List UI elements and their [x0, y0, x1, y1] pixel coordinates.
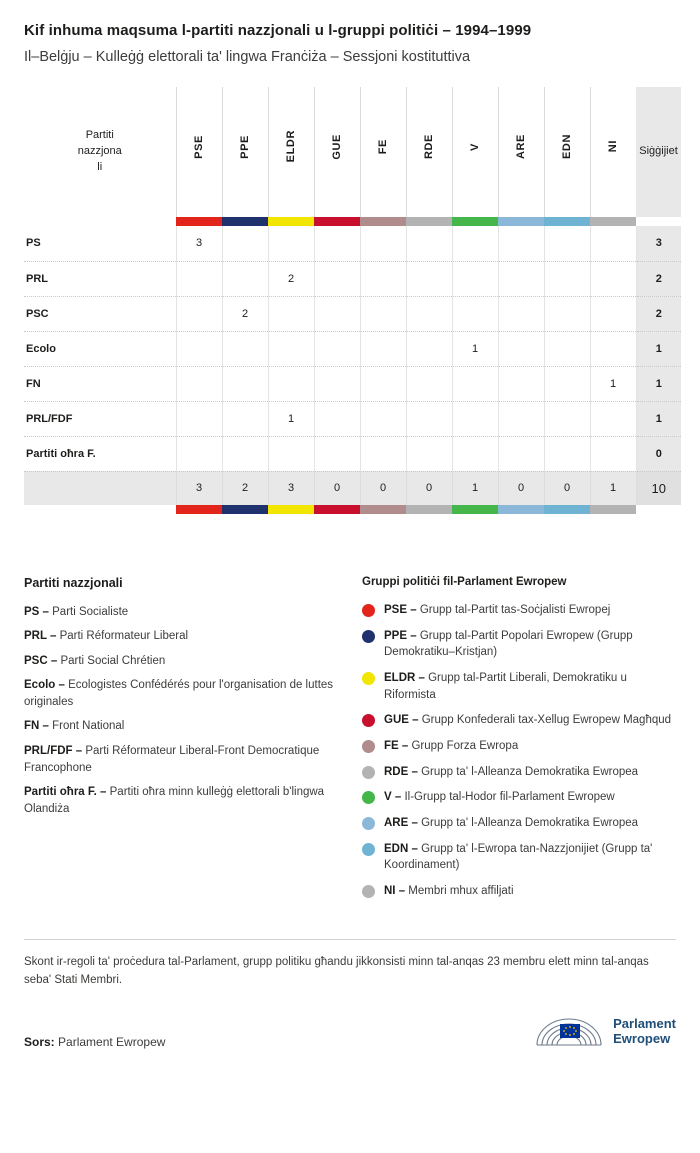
legend-group-name: Grupp ta' l-Alleanza Demokratika Ewropea — [421, 765, 639, 778]
table-row — [24, 261, 681, 296]
cell-prl-fdf-edn — [544, 401, 590, 436]
column-header-label: NI — [607, 140, 620, 153]
column-header-edn — [544, 87, 590, 217]
cell-prl-fdf-are — [498, 401, 544, 436]
color-swatch-ppe — [222, 217, 268, 226]
legend-group-name: Grupp Konfederali tax-Xellug Ewropew Magħqud — [421, 714, 672, 727]
color-swatch-pse — [176, 217, 222, 226]
legend-item-national — [24, 743, 338, 778]
cell-ecolo-edn — [544, 331, 590, 366]
table-row — [24, 296, 681, 331]
color-swatch-rde — [406, 217, 452, 226]
total-header — [636, 87, 681, 217]
legend-group-text — [384, 602, 610, 619]
group-color-bar-top — [24, 217, 681, 226]
cell-fn-gue — [314, 366, 360, 401]
cell-ecolo-gue — [314, 331, 360, 366]
column-header-v — [452, 87, 498, 217]
page-subtitle: Il–Belġju – Kulleġġ elettorali ta' lingwa Franċiża – Sessjoni kostituttiva — [24, 49, 471, 65]
column-header-are — [498, 87, 544, 217]
row-label: PRL — [24, 261, 176, 296]
legend-group-abbr: ARE – — [384, 817, 422, 830]
column-header-label: FE — [377, 138, 389, 155]
table-row — [24, 436, 681, 471]
legend-item-name: Partiti oħra minn kulleġġ elettorali b'lingwa Olandiża — [24, 786, 325, 816]
cell-prl-ni — [590, 261, 636, 296]
legend-item-group — [362, 841, 676, 874]
legend-item-name: Front National — [52, 720, 125, 733]
legend-color-dot-icon — [362, 817, 375, 830]
cell-prl-fdf-ni — [590, 401, 636, 436]
totals-row — [24, 471, 681, 505]
cell-partiti-o-ra-f--gue — [314, 436, 360, 471]
legend-group-text — [384, 789, 615, 806]
legend-color-dot-icon — [362, 630, 375, 643]
legend-group-abbr: NI – — [384, 885, 409, 898]
legend-item-national — [24, 604, 338, 621]
cell-psc-are — [498, 296, 544, 331]
legend-group-text — [384, 815, 638, 832]
column-header-pse — [176, 87, 222, 217]
legend-item-name: Ecologistes Confédérés pour l'organisation de luttes originales — [24, 678, 334, 708]
legend-item-group — [362, 602, 676, 619]
column-total-ni: 1 — [590, 471, 636, 505]
seats-matrix-table — [24, 87, 681, 514]
total-header-text: Siġġijiet — [639, 145, 678, 158]
color-swatch-ppe — [222, 505, 268, 514]
cell-partiti-o-ra-f--ppe — [222, 436, 268, 471]
cell-partiti-o-ra-f--fe — [360, 436, 406, 471]
source-label: Sors: — [24, 1035, 55, 1050]
legend-group-text — [384, 883, 514, 900]
footnote: Skont ir-regoli ta' proċedura tal-Parlament, grupp politiku għandu jikkonsisti minn tal-anqas 23 membru elett minn tal-anqas seba' Stati Membri. — [24, 939, 676, 990]
column-total-edn: 0 — [544, 471, 590, 505]
legend-item-national — [24, 718, 338, 735]
color-swatch-pse — [176, 505, 222, 514]
cell-ps-are — [498, 226, 544, 261]
legend-national-parties — [24, 576, 338, 909]
color-swatch-edn — [544, 217, 590, 226]
cell-psc-rde — [406, 296, 452, 331]
row-total: 1 — [636, 331, 681, 366]
legend-item-name: Parti Socialiste — [52, 606, 129, 618]
row-label: FN — [24, 366, 176, 401]
legend-group-name: Grupp tal-Partit Popolari Ewropew (Grupp Demokratiku–Kristjan) — [384, 629, 633, 659]
cell-prl-gue — [314, 261, 360, 296]
row-total: 0 — [636, 436, 681, 471]
legend-item-group — [362, 764, 676, 781]
cell-ps-ppe — [222, 226, 268, 261]
column-total-v: 1 — [452, 471, 498, 505]
legend-group-abbr: EDN – — [384, 842, 422, 855]
color-swatch-gue — [314, 505, 360, 514]
row-total: 1 — [636, 401, 681, 436]
legend-group-abbr: FE – — [384, 740, 412, 753]
european-parliament-logo — [533, 1015, 676, 1049]
row-header-label — [24, 87, 176, 217]
legend-group-text — [384, 670, 676, 703]
table-row — [24, 366, 681, 401]
cell-fn-ppe — [222, 366, 268, 401]
cell-ps-ni — [590, 226, 636, 261]
cell-fn-pse — [176, 366, 222, 401]
color-swatch-v — [452, 217, 498, 226]
color-bar-spacer-end — [636, 505, 681, 514]
table-body — [24, 226, 681, 471]
cell-partiti-o-ra-f--ni — [590, 436, 636, 471]
legend-group-text — [384, 712, 671, 729]
cell-ps-pse: 3 — [176, 226, 222, 261]
column-total-are: 0 — [498, 471, 544, 505]
legend-color-dot-icon — [362, 672, 375, 685]
column-header-label: PSE — [193, 134, 205, 159]
totals-row-label — [24, 471, 176, 505]
legend-item-national — [24, 784, 338, 819]
row-total: 2 — [636, 296, 681, 331]
column-total-fe: 0 — [360, 471, 406, 505]
legend-item-abbr: PRL/FDF – — [24, 744, 86, 757]
color-swatch-rde — [406, 505, 452, 514]
legend-national-heading: Partiti nazzjonali — [24, 576, 123, 590]
row-label: PSC — [24, 296, 176, 331]
legend-item-name: Parti Réformateur Liberal — [59, 630, 189, 643]
cell-partiti-o-ra-f--edn — [544, 436, 590, 471]
legend-item-group — [362, 883, 676, 900]
legend-political-groups — [362, 576, 676, 909]
legend-item-abbr: FN – — [24, 720, 53, 733]
cell-prl-rde — [406, 261, 452, 296]
color-swatch-are — [498, 505, 544, 514]
cell-fn-eldr — [268, 366, 314, 401]
column-header-gue — [314, 87, 360, 217]
color-swatch-v — [452, 505, 498, 514]
legend-group-abbr: V – — [384, 791, 405, 804]
cell-psc-edn — [544, 296, 590, 331]
legend-group-abbr: ELDR – — [384, 672, 429, 685]
column-header-label: ARE — [515, 133, 527, 160]
cell-prl-fdf-fe — [360, 401, 406, 436]
legend-item-group — [362, 815, 676, 832]
column-header-label: V — [469, 142, 481, 151]
column-header-ni — [590, 87, 636, 217]
row-total: 1 — [636, 366, 681, 401]
cell-ps-fe — [360, 226, 406, 261]
legend-color-dot-icon — [362, 740, 375, 753]
legend-item-abbr: PS – — [24, 606, 53, 618]
color-swatch-fe — [360, 505, 406, 514]
cell-ecolo-rde — [406, 331, 452, 366]
column-header-label: RDE — [423, 133, 435, 160]
cell-prl-fdf-ppe — [222, 401, 268, 436]
legend-item-group — [362, 789, 676, 806]
color-swatch-gue — [314, 217, 360, 226]
cell-prl-ppe — [222, 261, 268, 296]
cell-partiti-o-ra-f--pse — [176, 436, 222, 471]
legends — [24, 576, 676, 909]
legend-color-dot-icon — [362, 791, 375, 804]
cell-prl-fe — [360, 261, 406, 296]
cell-ecolo-pse — [176, 331, 222, 366]
cell-fn-fe — [360, 366, 406, 401]
source-text — [24, 1035, 165, 1049]
row-label: PS — [24, 226, 176, 261]
logo-line-2: Ewropew — [613, 1031, 671, 1047]
color-swatch-eldr — [268, 217, 314, 226]
cell-prl-eldr: 2 — [268, 261, 314, 296]
cell-partiti-o-ra-f--rde — [406, 436, 452, 471]
column-total-ppe: 2 — [222, 471, 268, 505]
cell-ps-edn — [544, 226, 590, 261]
legend-item-abbr: Partiti oħra F. – — [24, 786, 110, 798]
legend-group-abbr: PSE – — [384, 604, 420, 616]
cell-psc-gue — [314, 296, 360, 331]
parliament-hemicycle-icon — [533, 1015, 605, 1049]
legend-group-name: Grupp tal-Partit Liberali, Demokratiku u Riformista — [384, 672, 627, 701]
legend-color-dot-icon — [362, 604, 375, 617]
legend-color-dot-icon — [362, 885, 375, 898]
color-swatch-fe — [360, 217, 406, 226]
cell-fn-v — [452, 366, 498, 401]
cell-psc-v — [452, 296, 498, 331]
column-total-pse: 3 — [176, 471, 222, 505]
page-title: Kif inhuma maqsuma l-partiti nazzjonali u l-gruppi politiċi – 1994–1999 — [24, 22, 532, 39]
legend-group-text — [384, 764, 638, 781]
cell-fn-are — [498, 366, 544, 401]
row-label: PRL/FDF — [24, 401, 176, 436]
color-swatch-ni — [590, 217, 636, 226]
cell-prl-fdf-v — [452, 401, 498, 436]
row-label: Ecolo — [24, 331, 176, 366]
legend-item-group — [362, 738, 676, 755]
cell-ps-gue — [314, 226, 360, 261]
cell-prl-fdf-eldr: 1 — [268, 401, 314, 436]
cell-prl-v — [452, 261, 498, 296]
cell-prl-are — [498, 261, 544, 296]
cell-fn-rde — [406, 366, 452, 401]
legend-group-name: Grupp ta' l-Alleanza Demokratika Ewropea — [421, 817, 639, 830]
legend-item-abbr: PRL – — [24, 630, 60, 643]
cell-psc-fe — [360, 296, 406, 331]
cell-psc-pse — [176, 296, 222, 331]
column-header-ppe — [222, 87, 268, 217]
color-swatch-are — [498, 217, 544, 226]
legend-item-national — [24, 628, 338, 645]
cell-psc-ni — [590, 296, 636, 331]
color-bar-spacer — [24, 217, 176, 226]
legend-group-name: Il-Grupp tal-Hodor fil-Parlament Ewropew — [404, 791, 615, 804]
source-row — [24, 1015, 676, 1067]
row-label: Partiti oħra F. — [24, 436, 176, 471]
column-header-label: GUE — [331, 133, 343, 160]
color-swatch-eldr — [268, 505, 314, 514]
legend-group-abbr: RDE – — [384, 765, 422, 778]
legend-group-name: Grupp Forza Ewropa — [411, 740, 519, 753]
column-header-label: ELDR — [285, 130, 297, 163]
color-swatch-ni — [590, 505, 636, 514]
legend-group-text — [384, 841, 676, 874]
cell-psc-eldr — [268, 296, 314, 331]
grand-total: 10 — [636, 471, 681, 505]
color-bar-spacer — [24, 505, 176, 514]
column-header-eldr — [268, 87, 314, 217]
cell-prl-pse — [176, 261, 222, 296]
legend-item-national — [24, 677, 338, 712]
cell-ecolo-v: 1 — [452, 331, 498, 366]
logo-text — [613, 1017, 676, 1047]
cell-prl-edn — [544, 261, 590, 296]
legend-color-dot-icon — [362, 766, 375, 779]
legend-item-group — [362, 670, 676, 703]
column-header-rde — [406, 87, 452, 217]
table-footer — [24, 471, 681, 514]
legend-group-name: Membri mhux affiljati — [408, 885, 514, 898]
cell-ecolo-are — [498, 331, 544, 366]
column-total-eldr: 3 — [268, 471, 314, 505]
legend-group-abbr: GUE – — [384, 714, 422, 727]
cell-fn-edn — [544, 366, 590, 401]
legend-group-abbr: PPE – — [384, 629, 420, 642]
cell-ecolo-ni — [590, 331, 636, 366]
column-total-rde: 0 — [406, 471, 452, 505]
column-header-fe — [360, 87, 406, 217]
column-total-gue: 0 — [314, 471, 360, 505]
cell-ps-v — [452, 226, 498, 261]
cell-ps-eldr — [268, 226, 314, 261]
eu-flag-icon — [560, 1024, 580, 1038]
color-swatch-edn — [544, 505, 590, 514]
logo-line-1: Parlament — [613, 1016, 676, 1032]
legend-item-group — [362, 712, 676, 729]
cell-prl-fdf-pse — [176, 401, 222, 436]
cell-ecolo-fe — [360, 331, 406, 366]
cell-ecolo-eldr — [268, 331, 314, 366]
cell-partiti-o-ra-f--v — [452, 436, 498, 471]
table-row — [24, 331, 681, 366]
legend-item-name: Parti Social Chrétien — [60, 654, 166, 667]
cell-prl-fdf-rde — [406, 401, 452, 436]
cell-psc-ppe: 2 — [222, 296, 268, 331]
source-value: Parlament Ewropew — [58, 1035, 166, 1050]
table-row — [24, 226, 681, 261]
legend-item-group — [362, 628, 676, 661]
legend-group-name: Grupp tal-Partit tas-Soċjalisti Ewropej — [419, 604, 611, 616]
row-header-text: Partiti nazzjona li — [77, 129, 122, 173]
cell-fn-ni: 1 — [590, 366, 636, 401]
cell-ps-rde — [406, 226, 452, 261]
legend-color-dot-icon — [362, 714, 375, 727]
cell-partiti-o-ra-f--are — [498, 436, 544, 471]
legend-item-abbr: Ecolo – — [24, 678, 69, 691]
group-color-bar-bottom — [24, 505, 681, 514]
legend-group-text — [384, 628, 676, 661]
legend-item-name: Parti Réformateur Liberal-Front Democratique Francophone — [24, 744, 320, 774]
cell-partiti-o-ra-f--eldr — [268, 436, 314, 471]
cell-ecolo-ppe — [222, 331, 268, 366]
table-header-row — [24, 87, 681, 217]
column-header-label: EDN — [561, 133, 573, 160]
legend-group-text — [384, 738, 518, 755]
row-total: 2 — [636, 261, 681, 296]
legend-group-name: Grupp ta' l-Ewropa tan-Nazzjonijiet (Grupp ta' Koordinament) — [384, 842, 653, 872]
legend-color-dot-icon — [362, 843, 375, 856]
column-header-label: PPE — [239, 134, 251, 159]
table-row — [24, 401, 681, 436]
legend-item-national — [24, 653, 338, 670]
legend-groups-heading: Gruppi politiċi fil-Parlament Ewropew — [362, 576, 567, 588]
row-total: 3 — [636, 226, 681, 261]
legend-item-abbr: PSC – — [24, 654, 61, 667]
cell-prl-fdf-gue — [314, 401, 360, 436]
color-bar-spacer-end — [636, 217, 681, 226]
